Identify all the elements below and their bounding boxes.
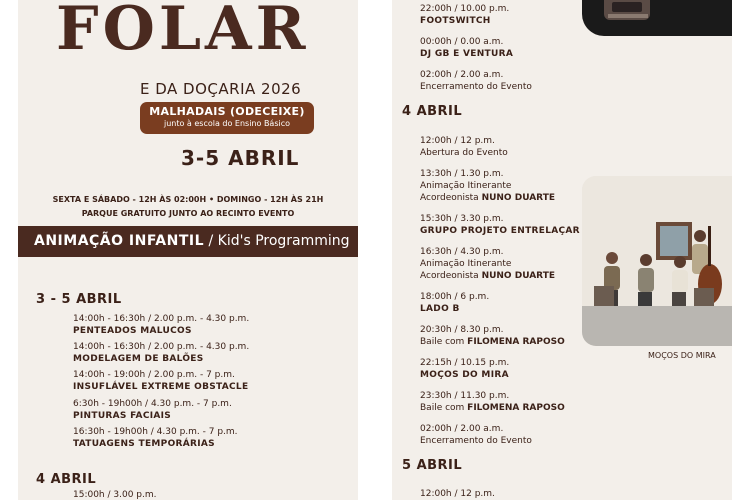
- event-name: GRUPO PROJETO ENTRELAÇAR: [420, 226, 580, 236]
- section-heading: 4 ABRIL: [36, 472, 97, 487]
- banner-english: Kid's Programming: [217, 233, 350, 249]
- event-line: [420, 403, 565, 413]
- opening-hours: SEXTA E SÁBADO - 12H ÀS 02:00H • DOMINGO - 12H ÀS 21H: [52, 195, 324, 204]
- banner-separator: /: [204, 233, 218, 249]
- poster-dates: 3-5 ABRIL: [181, 146, 300, 170]
- poster-subtitle: E DA DOÇARIA 2026: [140, 80, 302, 98]
- event-name: PENTEADOS MALUCOS: [73, 326, 192, 336]
- event-time: 12:00h / 12 p.m.: [420, 489, 495, 499]
- poster-right-panel: [392, 0, 732, 500]
- event-line: [420, 337, 565, 347]
- event-prefix: Baile com: [420, 337, 468, 347]
- event-text: Animação Itinerante: [420, 181, 512, 191]
- banner-main: ANIMAÇÃO INFANTIL: [34, 233, 205, 249]
- event-text: Animação Itinerante: [420, 259, 512, 269]
- location-badge: [140, 102, 314, 134]
- event-time: 18:00h / 6 p.m.: [420, 292, 490, 302]
- event-time: 22:15h / 10.15 p.m.: [420, 358, 510, 368]
- event-line: [420, 271, 555, 281]
- kids-banner: [18, 226, 358, 257]
- event-prefix: Acordeonista: [420, 193, 482, 203]
- event-name: MODELAGEM DE BALÕES: [73, 354, 204, 364]
- event-time: 20:30h / 8.30 p.m.: [420, 325, 504, 335]
- event-prefix: Acordeonista: [420, 271, 482, 281]
- event-prefix: Baile com: [420, 403, 468, 413]
- location-detail: junto à escola do Ensino Básico: [163, 119, 291, 128]
- event-name: TATUAGENS TEMPORÁRIAS: [73, 439, 215, 449]
- event-time: 02:00h / 2.00 a.m.: [420, 424, 504, 434]
- section-heading: 3 - 5 ABRIL: [36, 292, 122, 307]
- event-time: 02:00h / 2.00 a.m.: [420, 70, 504, 80]
- poster-title: FOLAR: [56, 0, 310, 64]
- event-name: LADO B: [420, 304, 460, 314]
- event-time: 13:30h / 1.30 p.m.: [420, 169, 504, 179]
- location-name: MALHADAIS (ODECEIXE): [149, 105, 305, 118]
- event-time: 16:30h / 4.30 p.m.: [420, 247, 504, 257]
- parking-info: PARQUE GRATUITO JUNTO AO RECINTO EVENTO: [81, 209, 295, 218]
- event-text: Abertura do Evento: [420, 148, 508, 158]
- day-heading: 5 ABRIL: [402, 458, 463, 473]
- event-name: INSUFLÁVEL EXTREME OBSTACLE: [73, 382, 249, 392]
- event-time: 14:00h - 16:30h / 2.00 p.m. - 4.30 p.m.: [73, 342, 250, 352]
- event-line: [420, 193, 555, 203]
- event-time: 15:30h / 3.30 p.m.: [420, 214, 504, 224]
- phone-icon: [582, 0, 732, 36]
- event-text: Encerramento do Evento: [420, 436, 532, 446]
- event-name: DJ GB E VENTURA: [420, 49, 514, 59]
- photo-caption: MOÇOS DO MIRA: [648, 351, 716, 360]
- band-photo-image: [582, 176, 732, 346]
- event-time: 00:00h / 0.00 a.m.: [420, 37, 504, 47]
- day-heading: 4 ABRIL: [402, 104, 463, 119]
- event-time: 14:00h - 19:00h / 2.00 p.m. - 7 p.m.: [73, 370, 235, 380]
- event-name: FOOTSWITCH: [420, 16, 491, 26]
- event-time: 14:00h - 16:30h / 2.00 p.m. - 4.30 p.m.: [73, 314, 250, 324]
- event-time: 12:00h / 12 p.m.: [420, 136, 495, 146]
- event-name: NUNO DUARTE: [481, 271, 555, 281]
- event-time: 15:00h / 3.00 p.m.: [73, 490, 157, 500]
- event-time: 23:30h / 11.30 p.m.: [420, 391, 510, 401]
- event-name: FILOMENA RAPOSO: [467, 403, 565, 413]
- event-time: 16:30h - 19h00h / 4.30 p.m. - 7 p.m.: [73, 427, 238, 437]
- event-time: 22:00h / 10.00 p.m.: [420, 4, 510, 14]
- event-name: PINTURAS FACIAIS: [73, 411, 172, 421]
- event-time: 6:30h - 19h00h / 4.30 p.m. - 7 p.m.: [73, 399, 232, 409]
- event-name: MOÇOS DO MIRA: [420, 370, 509, 380]
- event-name: FILOMENA RAPOSO: [467, 337, 565, 347]
- phone-photo: [582, 0, 732, 36]
- event-name: NUNO DUARTE: [481, 193, 555, 203]
- poster-left-panel: [18, 0, 358, 500]
- band-photo: [582, 176, 732, 346]
- event-text: Encerramento do Evento: [420, 82, 532, 92]
